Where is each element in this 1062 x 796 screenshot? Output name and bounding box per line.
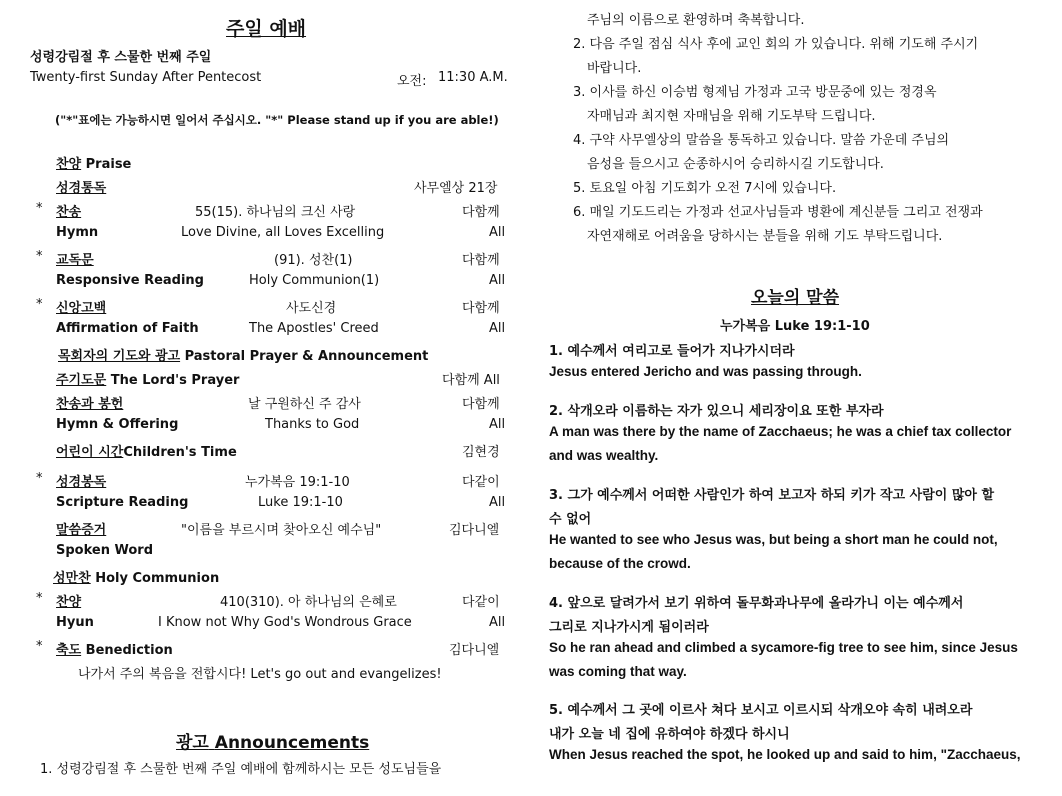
benediction-right: 김다니엘 <box>449 643 500 658</box>
offering-kr: 찬송과 봉헌 <box>56 397 124 412</box>
offering-mid-en: Thanks to God <box>265 417 360 432</box>
hymn2-star: * <box>36 591 43 606</box>
faith-star: * <box>36 297 43 312</box>
verse-4-en-cont: was coming that way. <box>549 664 687 679</box>
faith-mid: 사도신경 <box>286 301 337 316</box>
scripture-en: Scripture Reading <box>56 495 189 510</box>
offering-right: 다함께 <box>462 397 500 412</box>
faith-mid-en: The Apostles' Creed <box>249 321 379 336</box>
offering-right-en: All <box>489 417 506 432</box>
announcement-line: 자매님과 최지현 자매님을 위해 기도부탁 드립니다. <box>587 109 876 124</box>
announcement-line: 음성을 들으시고 순종하시어 승리하시길 기도합니다. <box>587 157 884 172</box>
verse-5-en: When Jesus reached the spot, he looked up and said to him, "Zacchaeus, <box>549 747 1021 762</box>
verse-2-en-cont: and was wealthy. <box>549 448 659 463</box>
word-title: 오늘의 말씀 <box>751 288 840 308</box>
verse-4-kr: 4. 앞으로 달려가서 보기 위하여 돌무화과나무에 올라가니 이는 예수께서 <box>549 596 964 611</box>
verse-3-en: He wanted to see who Jesus was, but being a short man he could not, <box>549 532 998 547</box>
faith-en: Affirmation of Faith <box>56 321 199 336</box>
praise-kr: 찬양 <box>56 157 82 172</box>
verse-2-en: A man was there by the name of Zacchaeus; he was a chief tax collector <box>549 424 1012 439</box>
faith-right: 다함께 <box>462 301 500 316</box>
faith-right-en: All <box>489 321 506 336</box>
hymn-mid-en: Love Divine, all Loves Excelling <box>181 225 385 240</box>
passage-reference: 누가복음 Luke 19:1-10 <box>720 319 870 334</box>
closing-line: 나가서 주의 복음을 전합시다! Let's go out and evangelizes! <box>78 667 442 682</box>
verse-4-en: So he ran ahead and climbed a sycamore-fig tree to see him, since Jesus <box>549 640 1018 655</box>
communion-row <box>53 567 219 586</box>
announcement-line: 자연재해로 어려움을 당하시는 분들을 위해 기도 부탁드립니다. <box>587 229 943 244</box>
announcement-list <box>573 9 983 249</box>
responsive-en: Responsive Reading <box>56 273 204 288</box>
responsive-right-en: All <box>489 273 506 288</box>
verse-3-kr-cont: 수 없어 <box>549 512 592 527</box>
scripture-right: 다같이 <box>462 475 500 490</box>
service-subtitle-kr: 성령강림절 후 스물한 번째 주일 <box>30 50 212 65</box>
faith-kr: 신앙고백 <box>56 301 107 316</box>
hymn2-mid: 410(310). 아 하나님의 은혜로 <box>220 595 397 610</box>
responsive-mid: (91). 성찬(1) <box>274 253 353 268</box>
responsive-star: * <box>36 249 43 264</box>
announcements-title-kr: 광고 <box>176 733 209 753</box>
stand-note: ("*"표에는 가능하시면 일어서 주십시오. "*" Please stand up if you are able!) <box>55 113 499 127</box>
reading-kr: 성경통독 <box>56 181 107 196</box>
verse-4-kr-cont: 그리로 지나가시게 됨이러라 <box>549 620 709 635</box>
service-subtitle-en: Twenty-first Sunday After Pentecost <box>30 70 262 85</box>
announcement-line: 주님의 이름으로 환영하며 축복합니다. <box>587 13 805 28</box>
communion-kr: 성만찬 <box>53 571 91 586</box>
hymn2-en: Hyun <box>56 615 94 630</box>
sermon-right: 김다니엘 <box>449 523 500 538</box>
hymn2-kr: 찬양 <box>56 595 82 610</box>
announcement-line: 바랍니다. <box>587 61 642 76</box>
verse-3-en-cont: because of the crowd. <box>549 556 691 571</box>
hymn-right: 다함께 <box>462 205 500 220</box>
announcement-line: 6. 매일 기도드리는 가정과 선교사님들과 병환에 계신분들 그리고 전쟁과 <box>573 205 983 220</box>
hymn-mid: 55(15). 하나님의 크신 사랑 <box>195 205 356 220</box>
lords-row <box>56 369 239 388</box>
sermon-en: Spoken Word <box>56 543 154 558</box>
hymn2-right: 다같이 <box>462 595 500 610</box>
lords-kr: 주기도문 <box>56 373 107 388</box>
offering-en: Hymn & Offering <box>56 417 179 432</box>
responsive-right: 다함께 <box>462 253 500 268</box>
children-right: 김현경 <box>462 445 500 460</box>
verse-2-kr: 2. 삭개오라 이름하는 자가 있으니 세리장이요 또한 부자라 <box>549 404 884 419</box>
responsive-kr: 교독문 <box>56 253 94 268</box>
announcement-line: 5. 토요일 아침 기도회가 오전 7시에 있습니다. <box>573 181 837 196</box>
pastoral-en: Pastoral Prayer & Announcement <box>184 349 429 364</box>
hymn2-right-en: All <box>489 615 506 630</box>
reading-right: 사무엘상 21장 <box>414 181 498 196</box>
announcement-line: 2. 다음 주일 점심 식사 후에 교인 회의 가 있습니다. 위해 기도해 주시기 <box>573 37 979 52</box>
children-kr: 어린이 시간 <box>56 445 124 460</box>
verse-5-kr: 5. 예수께서 그 곳에 이르사 쳐다 보시고 이르시되 삭개오야 속히 내려오라 <box>549 703 973 718</box>
verse-5-kr-cont: 내가 오늘 네 집에 유하여야 하겠다 하시니 <box>549 727 790 742</box>
scripture-mid-en: Luke 19:1-10 <box>258 495 343 510</box>
responsive-mid-en: Holy Communion(1) <box>249 273 380 288</box>
hymn-right-en: All <box>489 225 506 240</box>
pastoral-row <box>58 345 428 364</box>
announcement-line: 3. 이사를 하신 이승범 형제님 가정과 고국 방문중에 있는 정경옥 <box>573 85 937 100</box>
hymn-star: * <box>36 201 43 216</box>
hymn-kr: 찬송 <box>56 205 82 220</box>
scripture-right-en: All <box>489 495 506 510</box>
sermon-title: "이름을 부르시며 찾아오신 예수님" <box>181 523 382 538</box>
scripture-kr: 성경봉독 <box>56 475 107 490</box>
praise-en: Praise <box>85 157 132 172</box>
announcements-title-en: Announcements <box>214 733 370 753</box>
service-time-label: 오전: <box>397 74 427 89</box>
verse-3-kr: 3. 그가 예수께서 어떠한 사람인가 하여 보고자 하되 키가 작고 사람이 많아 할 <box>549 488 995 503</box>
pastoral-kr: 목회자의 기도와 광고 <box>58 349 181 364</box>
service-time: 11:30 A.M. <box>438 70 508 85</box>
lords-right: 다함께 All <box>442 373 500 388</box>
scripture-star: * <box>36 471 43 486</box>
benediction-kr: 축도 <box>56 643 82 658</box>
children-en: Children's Time <box>123 445 237 460</box>
service-title: 주일 예배 <box>226 18 307 40</box>
hymn-en: Hymn <box>56 225 99 240</box>
benediction-en: Benediction <box>85 643 173 658</box>
lords-en: The Lord's Prayer <box>110 373 240 388</box>
offering-mid: 날 구원하신 주 감사 <box>248 397 361 412</box>
praise-row <box>56 153 131 172</box>
announcements-title <box>176 728 369 753</box>
children-row <box>56 441 237 460</box>
benediction-row <box>56 639 173 658</box>
benediction-star: * <box>36 639 43 654</box>
announcement-line: 4. 구약 사무엘상의 말씀을 통독하고 있습니다. 말씀 가운데 주님의 <box>573 133 950 148</box>
hymn2-mid-en: I Know not Why God's Wondrous Grace <box>158 615 412 630</box>
communion-en: Holy Communion <box>95 571 220 586</box>
verse-1-kr: 1. 예수께서 여리고로 들어가 지나가시더라 <box>549 344 795 359</box>
verse-1-en: Jesus entered Jericho and was passing through. <box>549 364 862 379</box>
sermon-kr: 말씀증거 <box>56 523 107 538</box>
announcement-1: 1. 성령강림절 후 스물한 번째 주일 예배에 함께하시는 모든 성도님들을 <box>40 762 442 777</box>
scripture-mid: 누가복음 19:1-10 <box>245 475 350 490</box>
